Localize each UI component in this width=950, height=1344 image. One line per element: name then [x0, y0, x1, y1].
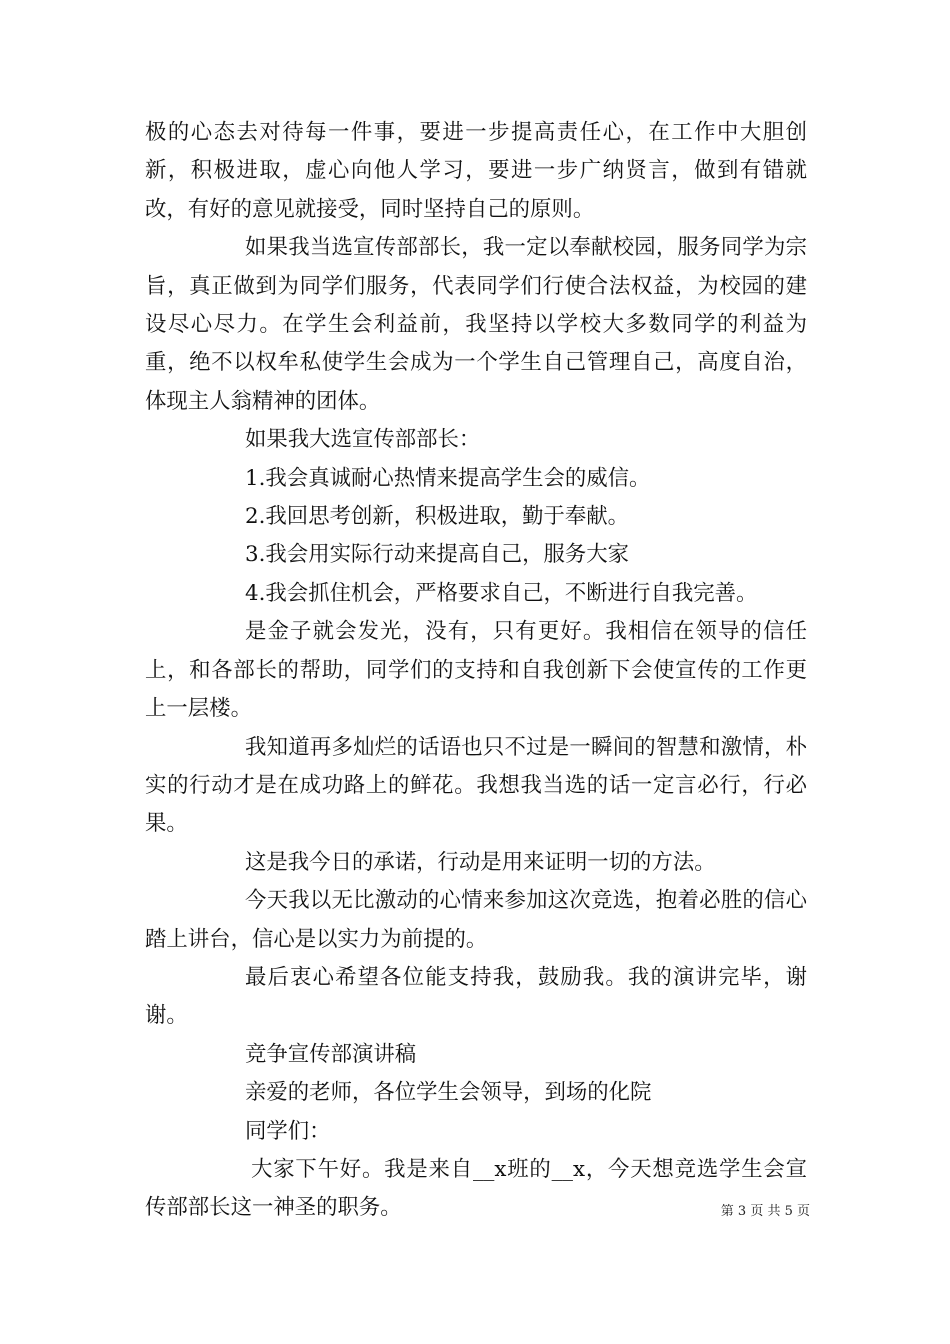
paragraph-4: 是金子就会发光，没有，只有更好。我相信在领导的信任上，和各部长的帮助，同学们的支持和自我创新下会使宣传的工作更上一层楼。 — [145, 619, 807, 722]
section-title: 竞争宣传部演讲稿 — [245, 1041, 417, 1067]
paragraph-8: 最后衷心希望各位能支持我，鼓励我。我的演讲完毕，谢谢。 — [145, 964, 807, 1029]
document-body — [145, 114, 807, 1228]
paragraph-2: 如果我当选宣传部部长，我一定以奉献校园，服务同学为宗旨，真正做到为同学们服务，代表同学们行使合法权益，为校园的建设尽心尽力。在学生会利益前，我坚持以学校大多数同学的利益为重，绝不以权牟私使学生会成为一个学生自己管理自己，高度自治，体现主人翁精神的团体。 — [145, 235, 807, 414]
paragraph-6: 这是我今日的承诺，行动是用来证明一切的方法。 — [245, 849, 716, 875]
page-number-footer: 第 3 页 共 5 页 — [720, 1204, 810, 1219]
paragraph-7: 今天我以无比激动的心情来参加这次竞选，抱着必胜的信心踏上讲台，信心是以实力为前提的。 — [145, 888, 807, 952]
paragraph-9: 大家下午好。我是来自__x班的__x，今天想竞选学生会宣传部部长这一神圣的职务。 — [145, 1156, 807, 1221]
salutation-line-2: 同学们： — [245, 1118, 331, 1144]
list-item-1: 1.我会真诚耐心热情来提高学生会的威信。 — [245, 465, 651, 491]
paragraph-5: 我知道再多灿烂的话语也只不过是一瞬间的智慧和激情，朴实的行动才是在成功路上的鲜花。我想我当选的话一定言必行，行必果。 — [145, 734, 807, 837]
list-item-4: 4.我会抓住机会，严格要求自己，不断进行自我完善。 — [245, 580, 758, 606]
list-item-2: 2.我回思考创新，积极进取，勤于奉献。 — [245, 504, 630, 530]
paragraph-1: 极的心态去对待每一件事，要进一步提高责任心，在工作中大胆创新，积极进取，虚心向他人学习，要进一步广纳贤言，做到有错就改，有好的意见就接受，同时坚持自己的原则。 — [145, 120, 807, 222]
salutation-line-1: 亲爱的老师，各位学生会领导，到场的化院 — [245, 1080, 652, 1106]
paragraph-3: 如果我大选宣传部部长： — [245, 427, 481, 453]
list-item-3: 3.我会用实际行动来提高自己，服务大家 — [245, 542, 630, 568]
